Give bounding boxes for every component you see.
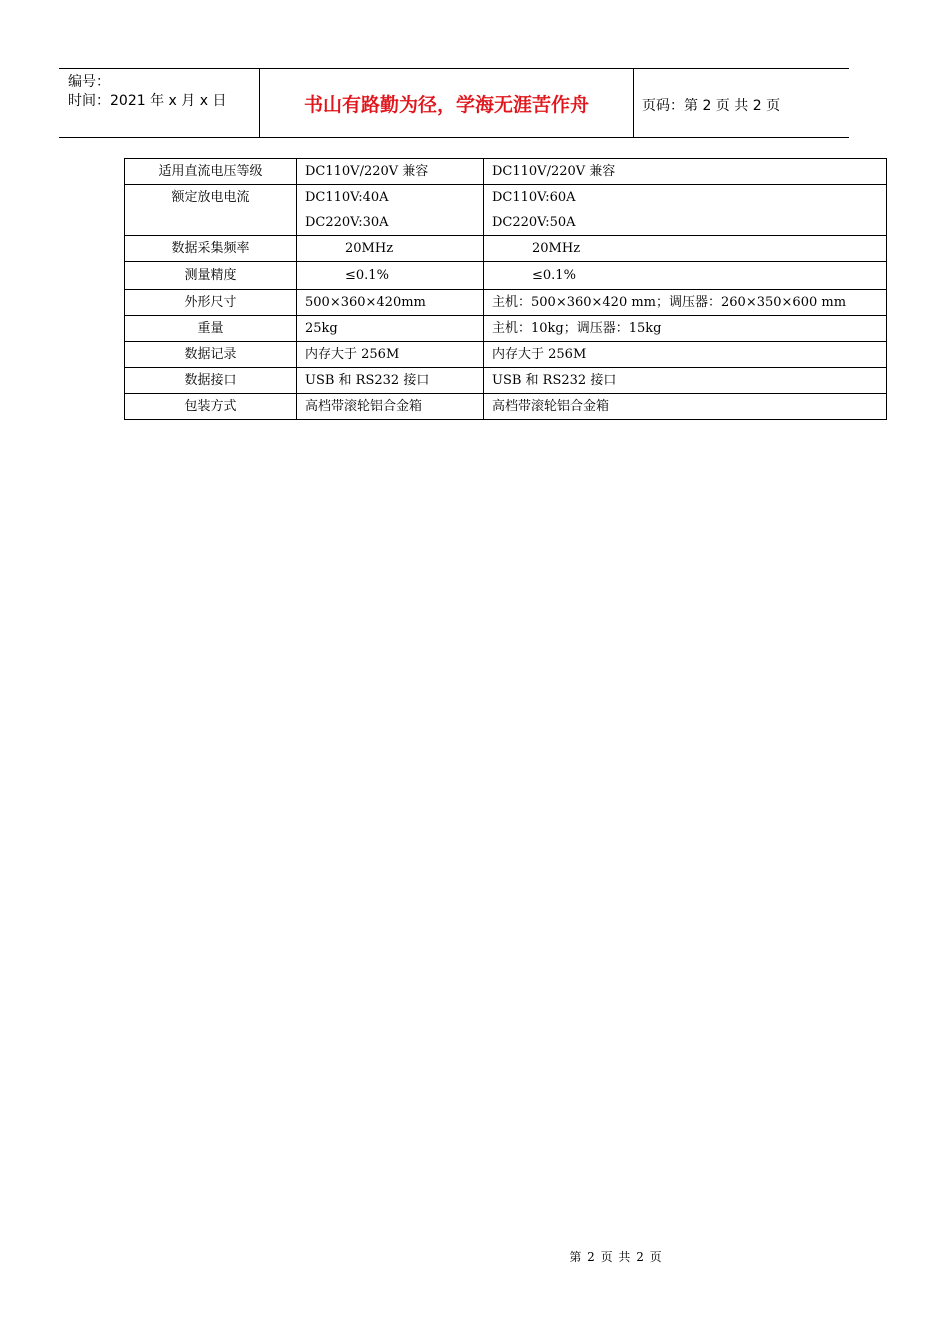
param-sampling-frequency: 数据采集频率 [125,236,297,262]
param-dimensions: 外形尺寸 [125,290,297,316]
model-a-value: 500×360×420mm [297,290,484,316]
header-motto: 书山有路勤为径，学海无涯苦作舟 [260,69,634,137]
model-a-value: DC110V:40A DC220V:30A [297,185,484,236]
param-voltage-level: 适用直流电压等级 [125,159,297,185]
model-a-value: USB 和 RS232 接口 [297,368,484,394]
page-footer: 第 2 页 共 2 页 [569,1250,663,1264]
table-row [125,236,887,262]
model-b-value: 主机：500×360×420 mm；调压器：260×350×600 mm [484,290,887,316]
model-b-value: USB 和 RS232 接口 [484,368,887,394]
model-b-value: 20MHz [484,236,887,262]
table-row [125,159,887,185]
document-number-label: 编号： [68,74,110,90]
model-a-value: 25kg [297,316,484,342]
param-accuracy: 测量精度 [125,262,297,290]
model-b-value: 主机：10kg；调压器：15kg [484,316,887,342]
spec-table [124,158,887,420]
model-a-value: 内存大于 256M [297,342,484,368]
table-row [125,290,887,316]
param-discharge-current: 额定放电电流 [125,185,297,236]
model-b-value: 高档带滚轮铝合金箱 [484,394,887,420]
table-row [125,316,887,342]
table-row [125,368,887,394]
page-header [59,68,849,138]
model-b-value: DC110V:60A DC220V:50A [484,185,887,236]
table-row [125,185,887,236]
header-meta-cell [59,69,260,137]
model-b-value: 内存大于 256M [484,342,887,368]
param-packaging: 包装方式 [125,394,297,420]
param-data-record: 数据记录 [125,342,297,368]
model-b-value: ≤0.1% [484,262,887,290]
document-date-label: 时间：2021 年 x 月 x 日 [68,93,227,109]
param-data-interface: 数据接口 [125,368,297,394]
model-a-value: 高档带滚轮铝合金箱 [297,394,484,420]
table-row [125,342,887,368]
table-row [125,262,887,290]
model-b-value: DC110V/220V 兼容 [484,159,887,185]
header-page-info: 页码：第 2 页 共 2 页 [642,98,781,114]
table-row [125,394,887,420]
model-a-value: 20MHz [297,236,484,262]
model-a-value: ≤0.1% [297,262,484,290]
model-a-value: DC110V/220V 兼容 [297,159,484,185]
param-weight: 重量 [125,316,297,342]
